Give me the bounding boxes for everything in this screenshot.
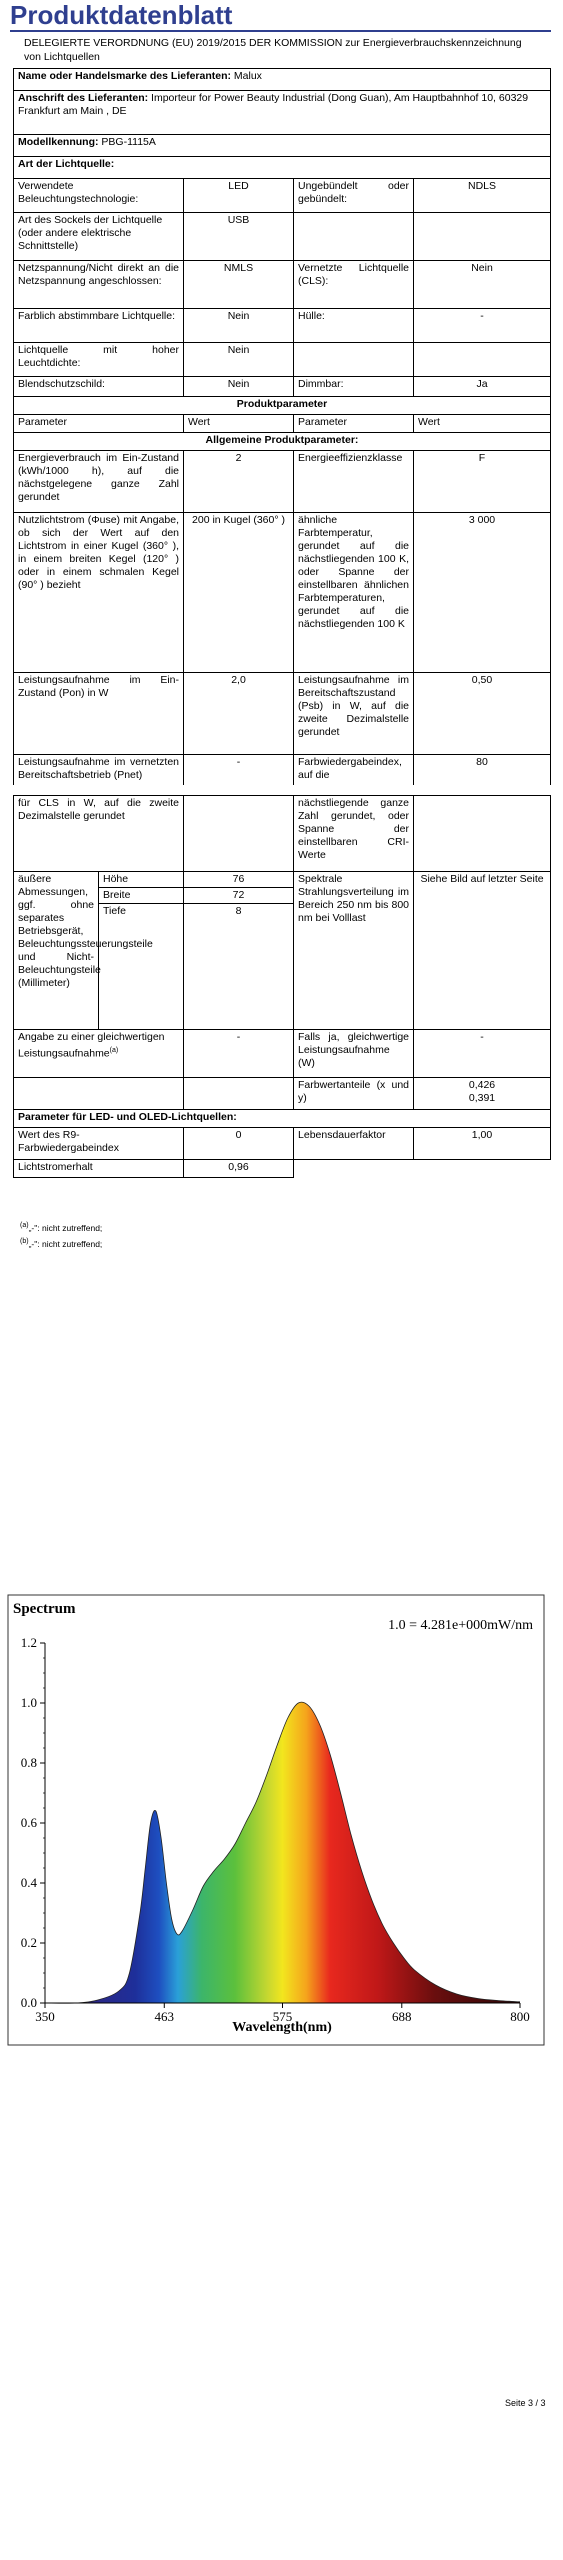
lumen-maintenance-value: 0,96 — [184, 1160, 294, 1178]
page-title: Produktdatenblatt — [10, 0, 233, 30]
spd-label: Spektrale Strahlungsverteilung im Bereich 250 nm bis 800 nm bei Volllast — [294, 872, 414, 1030]
r9-value: 0 — [184, 1128, 294, 1160]
y-tick-label: 0.8 — [20, 1755, 37, 1770]
dimmable-value: Ja — [414, 377, 551, 397]
supplier-address-row — [14, 91, 551, 135]
cls-label: Vernetzte Lichtquelle (CLS): — [294, 261, 414, 309]
dimensions-label: äußere Abmessungen, ggf. ohne separates Betriebsgerät, Beleuchtungssteuerungsteile und Nicht-Beleuchtungsteile (Millimeter) — [14, 872, 99, 1030]
height-label: Höhe — [99, 872, 184, 888]
x-axis-label: Wavelength(nm) — [232, 2020, 332, 2035]
cri-value: 80 — [414, 755, 551, 785]
chromaticity-x: 0,426 — [468, 1079, 496, 1091]
network-standby-value: - — [184, 755, 294, 785]
equivalent-power-label: Angabe zu einer gleichwertigen Leistungsaufnahme — [18, 1031, 165, 1060]
cls-value: Nein — [414, 261, 551, 309]
footnote-b — [20, 1236, 102, 1250]
x-tick-label: 688 — [392, 2009, 412, 2024]
y-tick-label: 0.0 — [20, 1995, 37, 2010]
x-tick-label: 800 — [510, 2009, 530, 2024]
col-header-value: Wert — [414, 415, 551, 433]
chromaticity-label: Farbwertanteile (x und y) — [294, 1078, 414, 1110]
lumen-maintenance-label: Lichtstromerhalt — [14, 1160, 184, 1178]
model-label: Modellkennung: — [18, 136, 99, 148]
empty-cell — [184, 796, 294, 872]
on-mode-power-value: 2,0 — [184, 673, 294, 755]
y-tick-label: 1.2 — [20, 1635, 37, 1650]
cri-label-cont: nächstliegende ganze Zahl gerundet, oder Spanne der einstellbaren CRI-Werte — [294, 796, 414, 872]
general-params-heading: Allgemeine Produktparameter: — [14, 433, 551, 451]
model-value: PBG-1115A — [101, 136, 156, 148]
high-luminance-label: Lichtquelle mit hoher Leuchtdichte: — [14, 343, 184, 377]
depth-value: 8 — [184, 904, 294, 1030]
on-mode-power-label: Leistungsaufnahme im Ein-Zustand (Pon) in W — [14, 673, 184, 755]
socket-value: USB — [184, 213, 294, 261]
r9-label: Wert des R9-Farbwiedergabeindex — [14, 1128, 184, 1160]
width-label: Breite — [99, 888, 184, 904]
useful-flux-label: Nutzlichtstrom (Φuse) mit Angabe, ob sich der Wert auf den Lichtstrom in einer Kugel (360° ), in einem breiten Kegel (120° ) oder in einem schmalen Kegel (90° ) bezieht — [14, 513, 184, 673]
chart-annotation: 1.0 = 4.281e+000mW/nm — [388, 1618, 533, 1633]
energy-class-label: Energieeffizienzklasse — [294, 451, 414, 513]
empty-cell — [414, 1160, 551, 1178]
supplier-name-value: Malux — [233, 70, 262, 82]
footnote-b-mark: (b) — [20, 1238, 29, 1245]
network-standby-label-cont: für CLS in W, auf die zweite Dezimalstelle gerundet — [14, 796, 184, 872]
glare-shield-value: Nein — [184, 377, 294, 397]
footnote-a-mark: (a) — [20, 1222, 29, 1229]
mains-label: Netzspannung/Nicht direkt an die Netzspannung angeschlossen: — [14, 261, 184, 309]
useful-flux-value: 200 in Kugel (360° ) — [184, 513, 294, 673]
regulation-text: DELEGIERTE VERORDNUNG (EU) 2019/2015 DER KOMMISSION zur Energieverbrauchskennzeichnung von Lichtquellen — [24, 37, 522, 63]
empty-cell — [414, 796, 551, 872]
color-tunable-label: Farblich abstimmbare Lichtquelle: — [14, 309, 184, 343]
spectrum-chart — [8, 1595, 544, 2045]
col-header-value: Wert — [184, 415, 294, 433]
equivalent-power-w-value: - — [414, 1030, 551, 1078]
footnote-a — [20, 1220, 102, 1234]
glare-shield-label: Blendschutzschild: — [14, 377, 184, 397]
depth-label: Tiefe — [99, 904, 184, 1030]
empty-cell — [294, 1160, 414, 1178]
chromaticity-y: 0,391 — [468, 1092, 496, 1104]
bundled-value: NDLS — [414, 179, 551, 213]
product-params-heading: Produktparameter — [14, 397, 551, 415]
envelope-value: - — [414, 309, 551, 343]
cct-value: 3 000 — [414, 513, 551, 673]
socket-label: Art des Sockels der Lichtquelle (oder andere elektrische Schnittstelle) — [14, 213, 184, 261]
height-value: 76 — [184, 872, 294, 888]
col-header-param: Parameter — [294, 415, 414, 433]
col-header-param: Parameter — [14, 415, 184, 433]
lightsource-type-heading: Art der Lichtquelle: — [14, 157, 551, 179]
footnote-b-text: „-": nicht zutreffend; — [28, 1238, 103, 1249]
empty-cell — [184, 1078, 294, 1110]
spd-value: Siehe Bild auf letzter Seite — [414, 872, 551, 1030]
empty-cell — [414, 213, 551, 261]
equivalent-power-value: - — [184, 1030, 294, 1078]
color-tunable-value: Nein — [184, 309, 294, 343]
y-tick-label: 0.4 — [20, 1875, 37, 1890]
empty-cell — [294, 213, 414, 261]
page-number: Seite 3 / 3 — [505, 2398, 546, 2408]
title-rule — [10, 30, 551, 32]
model-row — [14, 135, 551, 157]
network-standby-label: Leistungsaufnahme im vernetzten Bereitschaftsbetrieb (Pnet) — [14, 755, 184, 785]
dimmable-label: Dimmbar: — [294, 377, 414, 397]
chromaticity-values — [414, 1078, 551, 1110]
supplier-name-label: Name oder Handelsmarke des Lieferanten: — [18, 70, 231, 82]
empty-cell — [414, 343, 551, 377]
survival-factor-label: Lebensdauerfaktor — [294, 1128, 414, 1160]
chart-title: Spectrum — [13, 1601, 76, 1617]
equivalent-power-footnote-mark: (a) — [109, 1047, 119, 1054]
bundled-label: Ungebündelt oder gebündelt: — [294, 179, 414, 213]
led-params-heading: Parameter für LED- und OLED-Lichtquellen: — [14, 1110, 551, 1128]
supplier-name-row — [14, 69, 551, 91]
y-tick-label: 0.2 — [20, 1935, 37, 1950]
footnote-a-text: „-": nicht zutreffend; — [28, 1222, 103, 1233]
width-value: 72 — [184, 888, 294, 904]
tech-label: Verwendete Beleuchtungstechnologie: — [14, 179, 184, 213]
survival-factor-value: 1,00 — [414, 1128, 551, 1160]
supplier-address-label: Anschrift des Lieferanten: — [18, 92, 149, 104]
standby-power-label: Leistungsaufnahme im Bereitschaftszustand (Psb) in W, auf die zweite Dezimalstelle gerundet — [294, 673, 414, 755]
energy-label: Energieverbrauch im Ein-Zustand (kWh/1000 h), auf die nächstgelegene ganze Zahl gerundet — [14, 451, 184, 513]
product-data-table — [13, 68, 551, 785]
x-tick-label: 463 — [154, 2009, 175, 2024]
energy-value: 2 — [184, 451, 294, 513]
mains-value: NMLS — [184, 261, 294, 309]
standby-power-value: 0,50 — [414, 673, 551, 755]
x-tick-label: 575 — [272, 2009, 293, 2024]
tech-value: LED — [184, 179, 294, 213]
x-tick-label: 350 — [35, 2009, 55, 2024]
empty-cell — [294, 343, 414, 377]
empty-cell — [14, 1078, 184, 1110]
equivalent-power-claim — [14, 1030, 184, 1078]
energy-class-value: F — [414, 451, 551, 513]
y-tick-label: 1.0 — [20, 1695, 37, 1710]
equivalent-power-w-label: Falls ja, gleichwertige Leistungsaufnahme (W) — [294, 1030, 414, 1078]
supplier-address-value: Importeur for Power Beauty Industrial (Dong Guan), Am Hauptbahnhof 10, 60329 Frankfurt am Main , DE — [18, 92, 529, 117]
cri-label: Farbwiedergabeindex, auf die — [294, 755, 414, 785]
product-data-table-continued — [13, 795, 551, 1178]
cct-label: ähnliche Farbtemperatur, gerundet auf die nächstliegenden 100 K, oder Spanne der einstellbaren ähnlichen Farbtemperaturen, gerundet auf die nächstliegenden 100 K — [294, 513, 414, 673]
y-tick-label: 0.6 — [20, 1815, 37, 1830]
envelope-label: Hülle: — [294, 309, 414, 343]
high-luminance-value: Nein — [184, 343, 294, 377]
